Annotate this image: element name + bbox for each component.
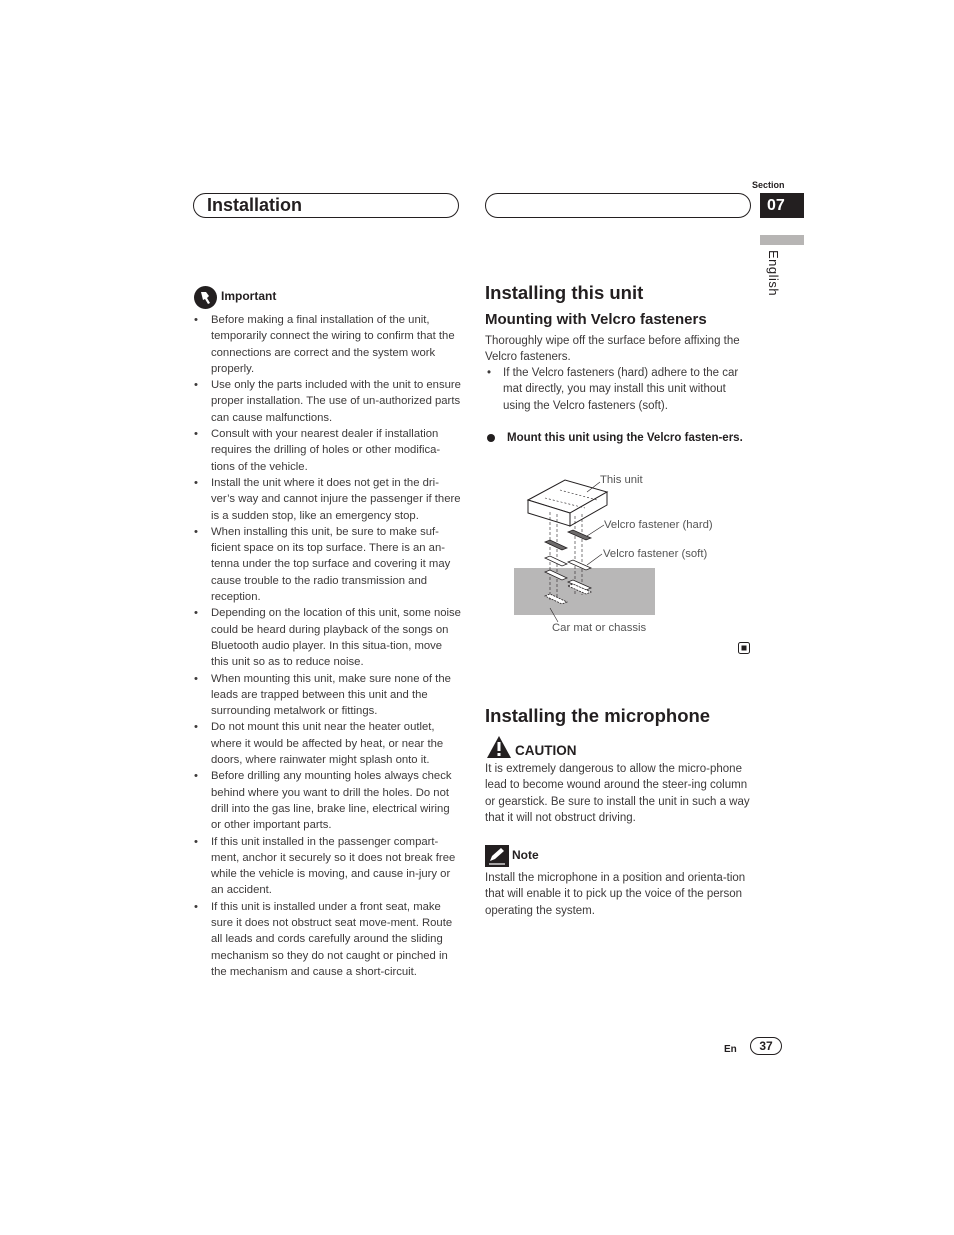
important-label: Important	[221, 289, 277, 303]
diagram-label-hard: Velcro fastener (hard)	[604, 519, 713, 531]
list-item: • Do not mount this unit near the heater outlet, where it would be affected by heat, or near the doors, where rainwater might splash onto it.	[193, 719, 461, 768]
language-label: English	[766, 250, 781, 297]
step-instruction: Mount this unit using the Velcro fasten-ers.	[507, 432, 743, 444]
caution-icon	[486, 735, 512, 759]
note-text: Install the microphone in a position and orienta-tion that will enable it to pick up the voice of the person operating the system.	[485, 872, 746, 917]
footer-language-code: En	[724, 1044, 737, 1055]
list-item: • If this unit installed in the passenger compart-ment, anchor it securely so it does not break free while the vehicle is moving, and cause in-jury or an accident.	[193, 834, 461, 899]
diagram-label-mat: Car mat or chassis	[552, 622, 647, 634]
note-icon	[485, 845, 509, 867]
blank-tab	[485, 193, 751, 218]
list-item: • Consult with your nearest dealer if installation requires the drilling of holes or other modifica-tions of the vehicle.	[193, 426, 461, 475]
note-label: Note	[512, 848, 539, 862]
diagram-label-unit: This unit	[600, 474, 643, 486]
language-bar	[760, 235, 804, 245]
velcro-bullet: If the Velcro fasteners (hard) adhere to the car mat directly, you may install this unit without using the Velcro fasteners (soft).	[503, 367, 739, 412]
list-item: • Use only the parts included with the unit to ensure proper installation. The use of un-authorized parts can cause malfunctions.	[193, 377, 461, 426]
list-item: • Install the unit where it does not get in the dri-ver’s way and cannot injure the passenger if there is a sudden stop, like an emergency stop.	[193, 475, 461, 524]
velcro-intro: Thoroughly wipe off the surface before affixing the Velcro fasteners.	[485, 335, 740, 364]
list-item: • Before drilling any mounting holes always check behind where you want to drill the holes. Do not drill into the gas line, brake line, electrical wiring or other important parts.	[193, 768, 461, 833]
bullet-dot: •	[487, 367, 492, 379]
page-number: 37	[750, 1037, 782, 1055]
section-label: Section	[752, 180, 785, 190]
important-icon	[194, 286, 217, 309]
section-number: 07	[760, 193, 804, 218]
list-item: • If this unit is installed under a front seat, make sure it does not obstruct seat move-ment. Route all leads and cords carefully around the sliding mechanism so they do not caught or pinched in the mechanism and cause a short-circuit.	[193, 899, 461, 980]
microphone-heading: Installing the microphone	[485, 705, 711, 726]
installing-unit-heading: Installing this unit	[485, 282, 644, 303]
list-item: • When mounting this unit, make sure none of the leads are trapped between this unit and the surrounding metalwork or fittings.	[193, 671, 461, 720]
caution-label: CAUTION	[515, 743, 577, 758]
list-item: • When installing this unit, be sure to make suf-ficient space on its top surface. There is an an-tenna under the top surface and covering it may cause trouble to the radio transmission and reception.	[193, 524, 461, 605]
list-item: • Before making a final installation of the unit, temporarily connect the wiring to confirm that the connections are correct and the system work properly.	[193, 312, 461, 377]
diagram-label-soft: Velcro fastener (soft)	[603, 548, 708, 560]
page-title: Installation	[207, 195, 303, 215]
velcro-subheading: Mounting with Velcro fasteners	[485, 311, 707, 328]
list-item: • Depending on the location of this unit, some noise could be heard during playback of the songs on Bluetooth audio player. In this situa-tion, move this unit so as to reduce noise.	[193, 605, 461, 670]
caution-text: It is extremely dangerous to allow the micro-phone lead to become wound around the steer-ing column or gearstick. Be sure to install the unit in such a way that it will not obstruct driving.	[485, 763, 750, 824]
important-list	[193, 312, 461, 980]
end-of-section-icon	[738, 642, 750, 654]
